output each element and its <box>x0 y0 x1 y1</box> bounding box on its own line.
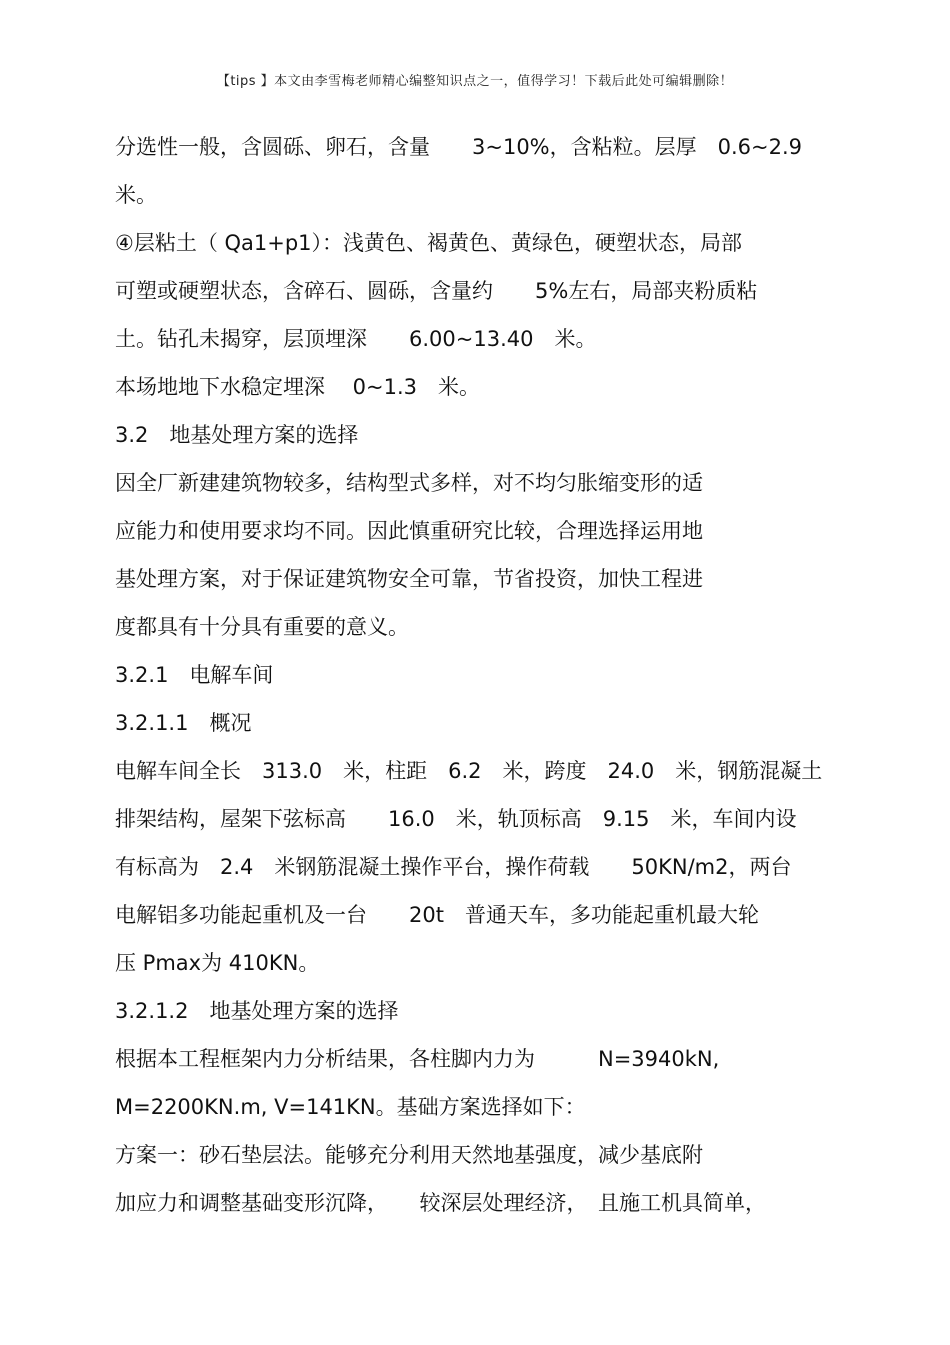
text-line: ④层粘土（ Qa1+p1）：浅黄色、褐黄色、黄绿色，硬塑状态，局部 <box>115 231 743 255</box>
text-line: 可塑或硬塑状态，含碎石、圆砾，含量约 5%左右，局部夹粉质粘 <box>115 279 758 303</box>
section-heading: 3.2.1.1 概况 <box>115 711 252 735</box>
text-line: 基处理方案，对于保证建筑物安全可靠，节省投资，加快工程进 <box>115 567 703 591</box>
text-line: M=2200KN.m, V=141KN。基础方案选择如下： <box>115 1095 586 1119</box>
text-line: 米。 <box>115 183 157 207</box>
document-body <box>115 127 835 1231</box>
text-line: 方案一：砂石垫层法。能够充分利用天然地基强度，减少基底附 <box>115 1143 703 1167</box>
text-line: 度都具有十分具有重要的意义。 <box>115 615 409 639</box>
text-line: 加应力和调整基础变形沉降， 较深层处理经济， 且施工机具简单， <box>115 1191 766 1215</box>
text-line: 电解车间全长 313.0 米，柱距 6.2 米，跨度 24.0 米，钢筋混凝土 <box>115 759 823 783</box>
text-line: 因全厂新建建筑物较多，结构型式多样，对不均匀胀缩变形的适 <box>115 471 703 495</box>
text-line: 土。钻孔未揭穿，层顶埋深 6.00~13.40 米。 <box>115 327 597 351</box>
text-line: 电解铝多功能起重机及一台 20t 普通天车，多功能起重机最大轮 <box>115 903 759 927</box>
header-tips: 【tips 】本文由李雪梅老师精心编整知识点之一，值得学习！下载后此处可编辑删除！ <box>216 74 734 89</box>
text-line: 分选性一般，含圆砾、卵石，含量 3~10%，含粘粒。层厚 0.6~2.9 <box>115 135 803 159</box>
text-line: 排架结构，屋架下弦标高 16.0 米，轨顶标高 9.15 米，车间内设 <box>115 807 797 831</box>
section-heading: 3.2.1.2 地基处理方案的选择 <box>115 999 399 1023</box>
text-line: 应能力和使用要求均不同。因此慎重研究比较，合理选择运用地 <box>115 519 703 543</box>
text-line: 根据本工程框架内力分析结果，各柱脚内力为 N=3940kN, <box>115 1047 720 1071</box>
text-line: 有标高为 2.4 米钢筋混凝土操作平台，操作荷载 50KN/m2，两台 <box>115 855 792 879</box>
section-heading: 3.2.1 电解车间 <box>115 663 274 687</box>
section-heading: 3.2 地基处理方案的选择 <box>115 423 359 447</box>
text-line: 压 Pmax为 410KN。 <box>115 951 320 975</box>
text-line: 本场地地下水稳定埋深 0~1.3 米。 <box>115 375 481 399</box>
